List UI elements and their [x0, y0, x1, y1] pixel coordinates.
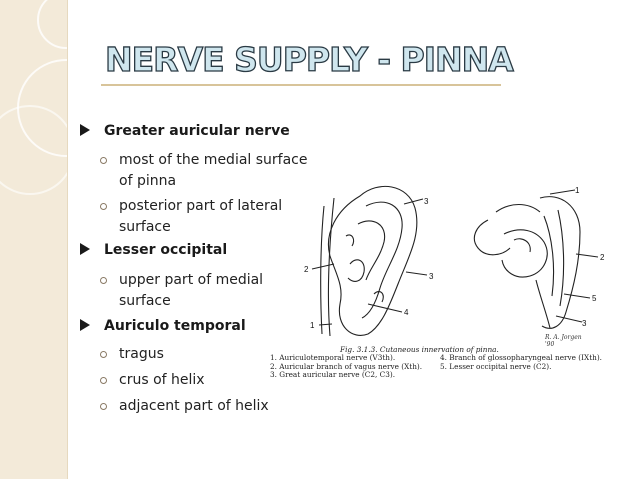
slide-title: NERVE SUPPLY - PINNA — [105, 40, 513, 79]
sub-bullet — [119, 196, 299, 238]
caption-item: 1. Auriculotemporal nerve (V3th). — [270, 353, 396, 363]
title-underline — [101, 84, 501, 86]
sub-bullet-text: upper part of medial surface — [119, 272, 264, 309]
label-3: 3 — [582, 319, 587, 328]
lateral-ear-drawing — [312, 186, 427, 336]
sub-bullet-text: tragus — [119, 346, 164, 362]
bullet-lesser-occipital — [80, 242, 227, 258]
label-4: 4 — [404, 308, 409, 317]
label-5: 5 — [592, 294, 597, 303]
sub-bullet-text: adjacent part of helix — [119, 398, 269, 414]
sub-bullet — [119, 344, 269, 365]
caption-item: 5. Lesser occipital nerve (C2). — [440, 361, 552, 371]
sub-bullet-text: posterior part of lateral surface — [119, 198, 283, 235]
sub-bullet-text: most of the medial surface of pinna — [119, 152, 308, 189]
caption-item: 3. Great auricular nerve (C2, C3). — [270, 370, 396, 380]
figure-caption — [270, 346, 620, 380]
sub-bullet — [119, 396, 279, 417]
label-2: 2 — [304, 265, 309, 274]
ring-bullet-icon — [100, 351, 107, 358]
caption-item: 2. Auricular branch of vagus nerve (Xth). — [270, 361, 423, 371]
label-1: 1 — [310, 321, 315, 330]
bullet-label: Lesser occipital — [104, 242, 228, 258]
bullet-arrow-icon — [80, 243, 90, 255]
signature-year: '90 — [545, 341, 555, 348]
sub-bullet-text: crus of helix — [119, 372, 205, 388]
caption-title: Fig. 3.1.3. Cutaneous innervation of pinna. — [340, 345, 499, 354]
label-2: 2 — [600, 253, 605, 262]
label-3: 3 — [424, 197, 429, 206]
ear-innervation-illustration — [290, 176, 620, 346]
ring-bullet-icon — [100, 277, 107, 284]
bullet-auriculo-temporal — [80, 318, 246, 334]
ring-bullet-icon — [100, 377, 107, 384]
caption-row — [270, 371, 620, 379]
decorative-sidebar — [0, 0, 68, 479]
sub-bullet — [119, 370, 269, 391]
right-drawing-labels — [575, 186, 605, 328]
bullet-label: Greater auricular nerve — [104, 123, 290, 139]
bullet-label: Auriculo temporal — [104, 318, 246, 334]
ring-bullet-icon — [100, 403, 107, 410]
bullet-arrow-icon — [80, 124, 90, 136]
bullet-arrow-icon — [80, 319, 90, 331]
signature-name: R. A. Jorgen — [545, 334, 582, 341]
bullet-greater-auricular — [80, 123, 290, 139]
sub-bullet — [119, 270, 279, 312]
label-1: 1 — [575, 186, 580, 195]
decorative-circles — [0, 0, 67, 479]
ring-bullet-icon — [100, 157, 107, 164]
label-3: 3 — [429, 272, 434, 281]
medial-ear-drawing — [474, 190, 598, 328]
ring-bullet-icon — [100, 203, 107, 210]
sub-bullet — [119, 150, 319, 192]
caption-item: 4. Branch of glossopharyngeal nerve (IXth). — [440, 353, 602, 363]
